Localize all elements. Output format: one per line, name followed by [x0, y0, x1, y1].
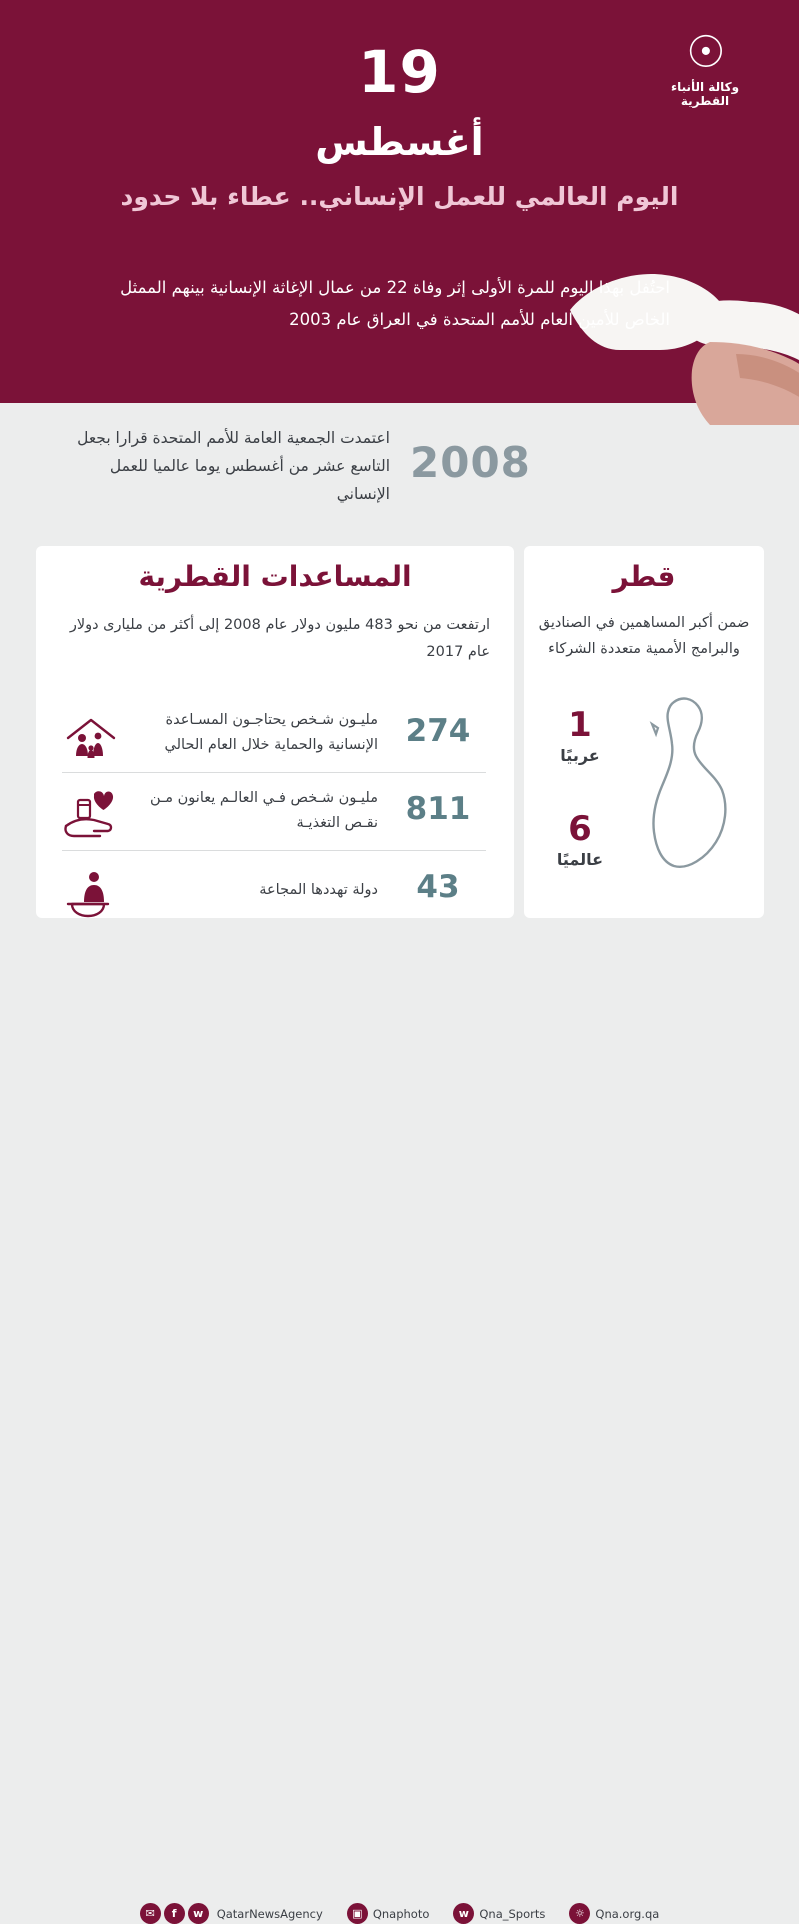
facebook-icon[interactable]: f	[164, 1903, 185, 1924]
twitter-icon[interactable]: w	[453, 1903, 474, 1924]
stat-row	[60, 700, 490, 774]
intro-paragraph: احتُفل بهذا اليوم للمرة الأولى إثر وفاة 22 من عمال الإغاثة الإنسانية بينهم الممثل الخاص للأمين العام للأمم المتحدة في العراق عام 2003	[120, 278, 670, 329]
aid-card-subtitle: ارتفعت من نحو 483 مليون دولار عام 2008 إلى أكثر من مليارى دولار عام 2017	[69, 617, 490, 660]
day-number: 19	[358, 38, 441, 106]
bowl-person-icon	[60, 864, 122, 920]
row-divider	[62, 850, 486, 851]
logo-line-1: وكالة الأنباء	[670, 80, 740, 94]
rank-global-number: 6	[568, 809, 592, 849]
month-name: أغسطس	[315, 120, 484, 164]
stat-text: دولة تهددها المجاعة	[259, 882, 378, 898]
footer	[0, 948, 799, 1921]
social-account-qnaphoto[interactable]	[347, 1903, 430, 1924]
stat-row	[60, 778, 490, 852]
rank-global-label: عالميًا	[556, 850, 604, 869]
year-description: اعتمدت الجمعية العامة للأمم المتحدة قرارا بجعل التاسع عشر من أغسطس يوما عالميا للعمل الإنساني	[77, 429, 390, 503]
twitter-icon[interactable]: w	[188, 1903, 209, 1924]
rank-arab-label: عربيًا	[560, 746, 600, 765]
header-banner	[0, 0, 799, 403]
social-label: Qnaphoto	[372, 1906, 430, 1921]
rank-global	[534, 810, 626, 869]
qatar-card-subtitle: ضمن أكبر المساهمين في الصناديق والبرامج الأممية متعددة الشركاء	[538, 615, 750, 657]
social-label: Qna.org.qa	[595, 1906, 660, 1921]
social-label: Qna_Sports	[479, 1906, 546, 1921]
stat-number: 43	[416, 869, 460, 905]
year-value: 2008	[410, 438, 531, 487]
stat-number: 811	[405, 791, 471, 827]
qatar-card-title: قطر	[612, 560, 676, 593]
logo-line-2: القطرية	[680, 94, 730, 108]
stat-number: 274	[405, 713, 471, 749]
social-label: QatarNewsAgency	[216, 1906, 323, 1921]
rank-arab	[534, 706, 626, 765]
page-title: اليوم العالمي للعمل الإنساني.. عطاء بلا حدود	[120, 182, 679, 211]
aid-card-title: المساعدات القطرية	[138, 560, 412, 593]
social-account-website[interactable]	[569, 1903, 659, 1924]
social-links	[0, 1903, 799, 1924]
row-divider	[62, 772, 486, 773]
instagram-icon[interactable]: ▣	[347, 1903, 368, 1924]
social-account-qnasports[interactable]	[453, 1903, 545, 1924]
stat-text: مليـون شـخص فـي العالـم يعانون مـن نقـص التغذيـة	[149, 790, 378, 831]
stat-row	[60, 856, 490, 930]
globe-icon[interactable]: ☼	[569, 1903, 590, 1924]
people-shelter-icon	[60, 708, 122, 764]
social-account-qatarnewsagency[interactable]	[140, 1903, 323, 1924]
hand-heart-icon	[60, 786, 122, 842]
stat-text: مليـون شـخص يحتاجـون المسـاعدة الإنسانية والحماية خلال العام الحالي	[164, 712, 378, 753]
qatar-map-icon	[630, 690, 750, 880]
telegram-icon[interactable]: ✉	[140, 1903, 161, 1924]
logo-mark-icon: ☉	[686, 27, 724, 78]
rank-arab-number: 1	[568, 705, 592, 745]
